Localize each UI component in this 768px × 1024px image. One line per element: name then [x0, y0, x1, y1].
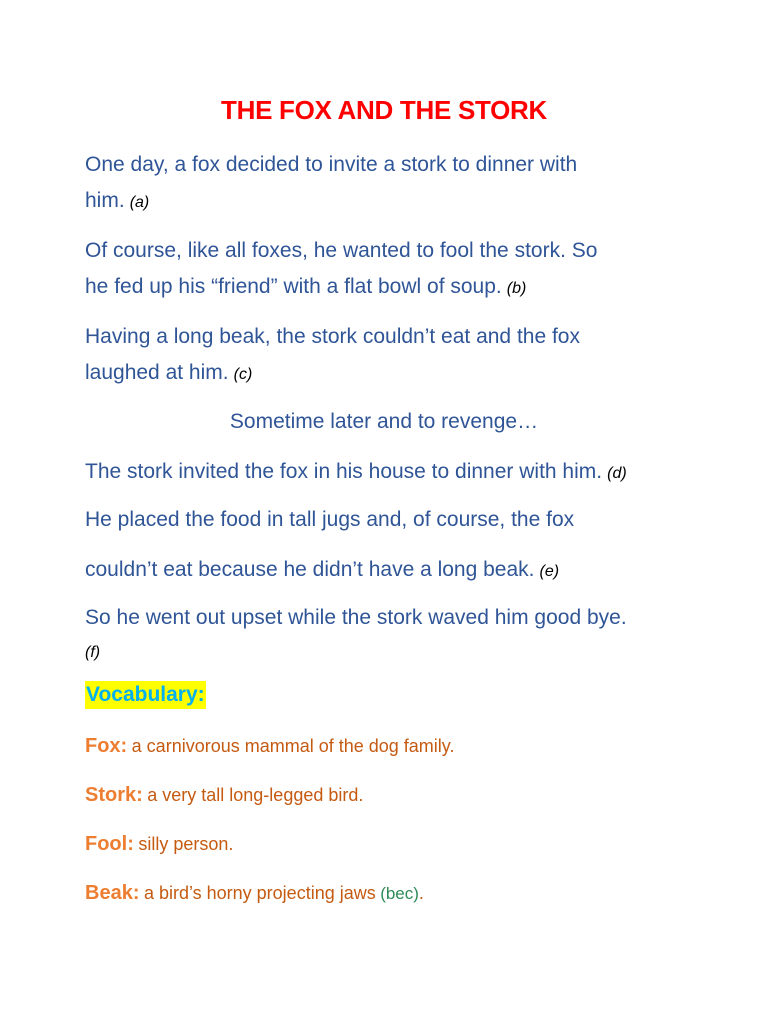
story-line [85, 605, 627, 631]
story-text: he fed up his “friend” with a flat bowl of soup. [85, 275, 502, 298]
paragraph-tag: (d) [607, 465, 627, 482]
paragraph-tag: (f) [85, 644, 101, 661]
story-line [85, 638, 100, 666]
story-text: The stork invited the fox in his house to dinner with him. [85, 460, 603, 483]
paragraph-tag: (c) [233, 366, 253, 383]
vocabulary-definition: a very tall long-legged bird. [147, 785, 364, 805]
story-text: Sometime later and to revenge… [229, 410, 539, 433]
story-text: couldn’t eat because he didn’t have a long beak. [85, 558, 535, 581]
vocabulary-term: Stork: [85, 784, 143, 806]
vocabulary-entry [85, 782, 363, 810]
story-line [85, 459, 627, 487]
vocabulary-end-punctuation: . [418, 883, 424, 903]
vocabulary-term: Fox: [85, 735, 128, 757]
vocabulary-heading: Vocabulary: [85, 681, 206, 709]
vocabulary-term: Fool: [85, 833, 134, 855]
story-text: So he went out upset while the stork waved him good bye. [85, 606, 627, 629]
vocabulary-entry [85, 831, 233, 859]
vocabulary-entry [85, 880, 424, 908]
paragraph-tag: (b) [506, 280, 527, 297]
story-line [85, 507, 574, 533]
story-text: Of course, like all foxes, he wanted to fool the stork. So [85, 239, 598, 262]
story-text: laughed at him. [85, 361, 229, 384]
vocabulary-definition: a carnivorous mammal of the dog family. [131, 736, 455, 756]
vocabulary-definition: a bird’s horny projecting jaws [143, 883, 376, 903]
vocabulary-term: Beak: [85, 882, 140, 904]
vocabulary-definition: silly person. [138, 834, 234, 854]
story-line [85, 152, 577, 178]
story-text: He placed the food in tall jugs and, of course, the fox [85, 508, 575, 531]
vocabulary-entry [85, 733, 454, 761]
paragraph-tag: (e) [539, 563, 560, 580]
story-line [85, 324, 580, 350]
story-line [85, 557, 559, 585]
story-text: him. [85, 189, 125, 212]
story-line [85, 274, 526, 302]
story-interlude [0, 409, 768, 435]
story-line [85, 188, 149, 216]
story-line [85, 360, 252, 388]
story-line [85, 238, 597, 264]
story-title: THE FOX AND THE STORK [221, 95, 547, 125]
story-text: One day, a fox decided to invite a stork to dinner with [85, 153, 578, 176]
paragraph-tag: (a) [129, 194, 150, 211]
vocabulary-translation-note: (bec) [380, 884, 419, 903]
story-text: Having a long beak, the stork couldn’t eat and the fox [85, 325, 580, 348]
